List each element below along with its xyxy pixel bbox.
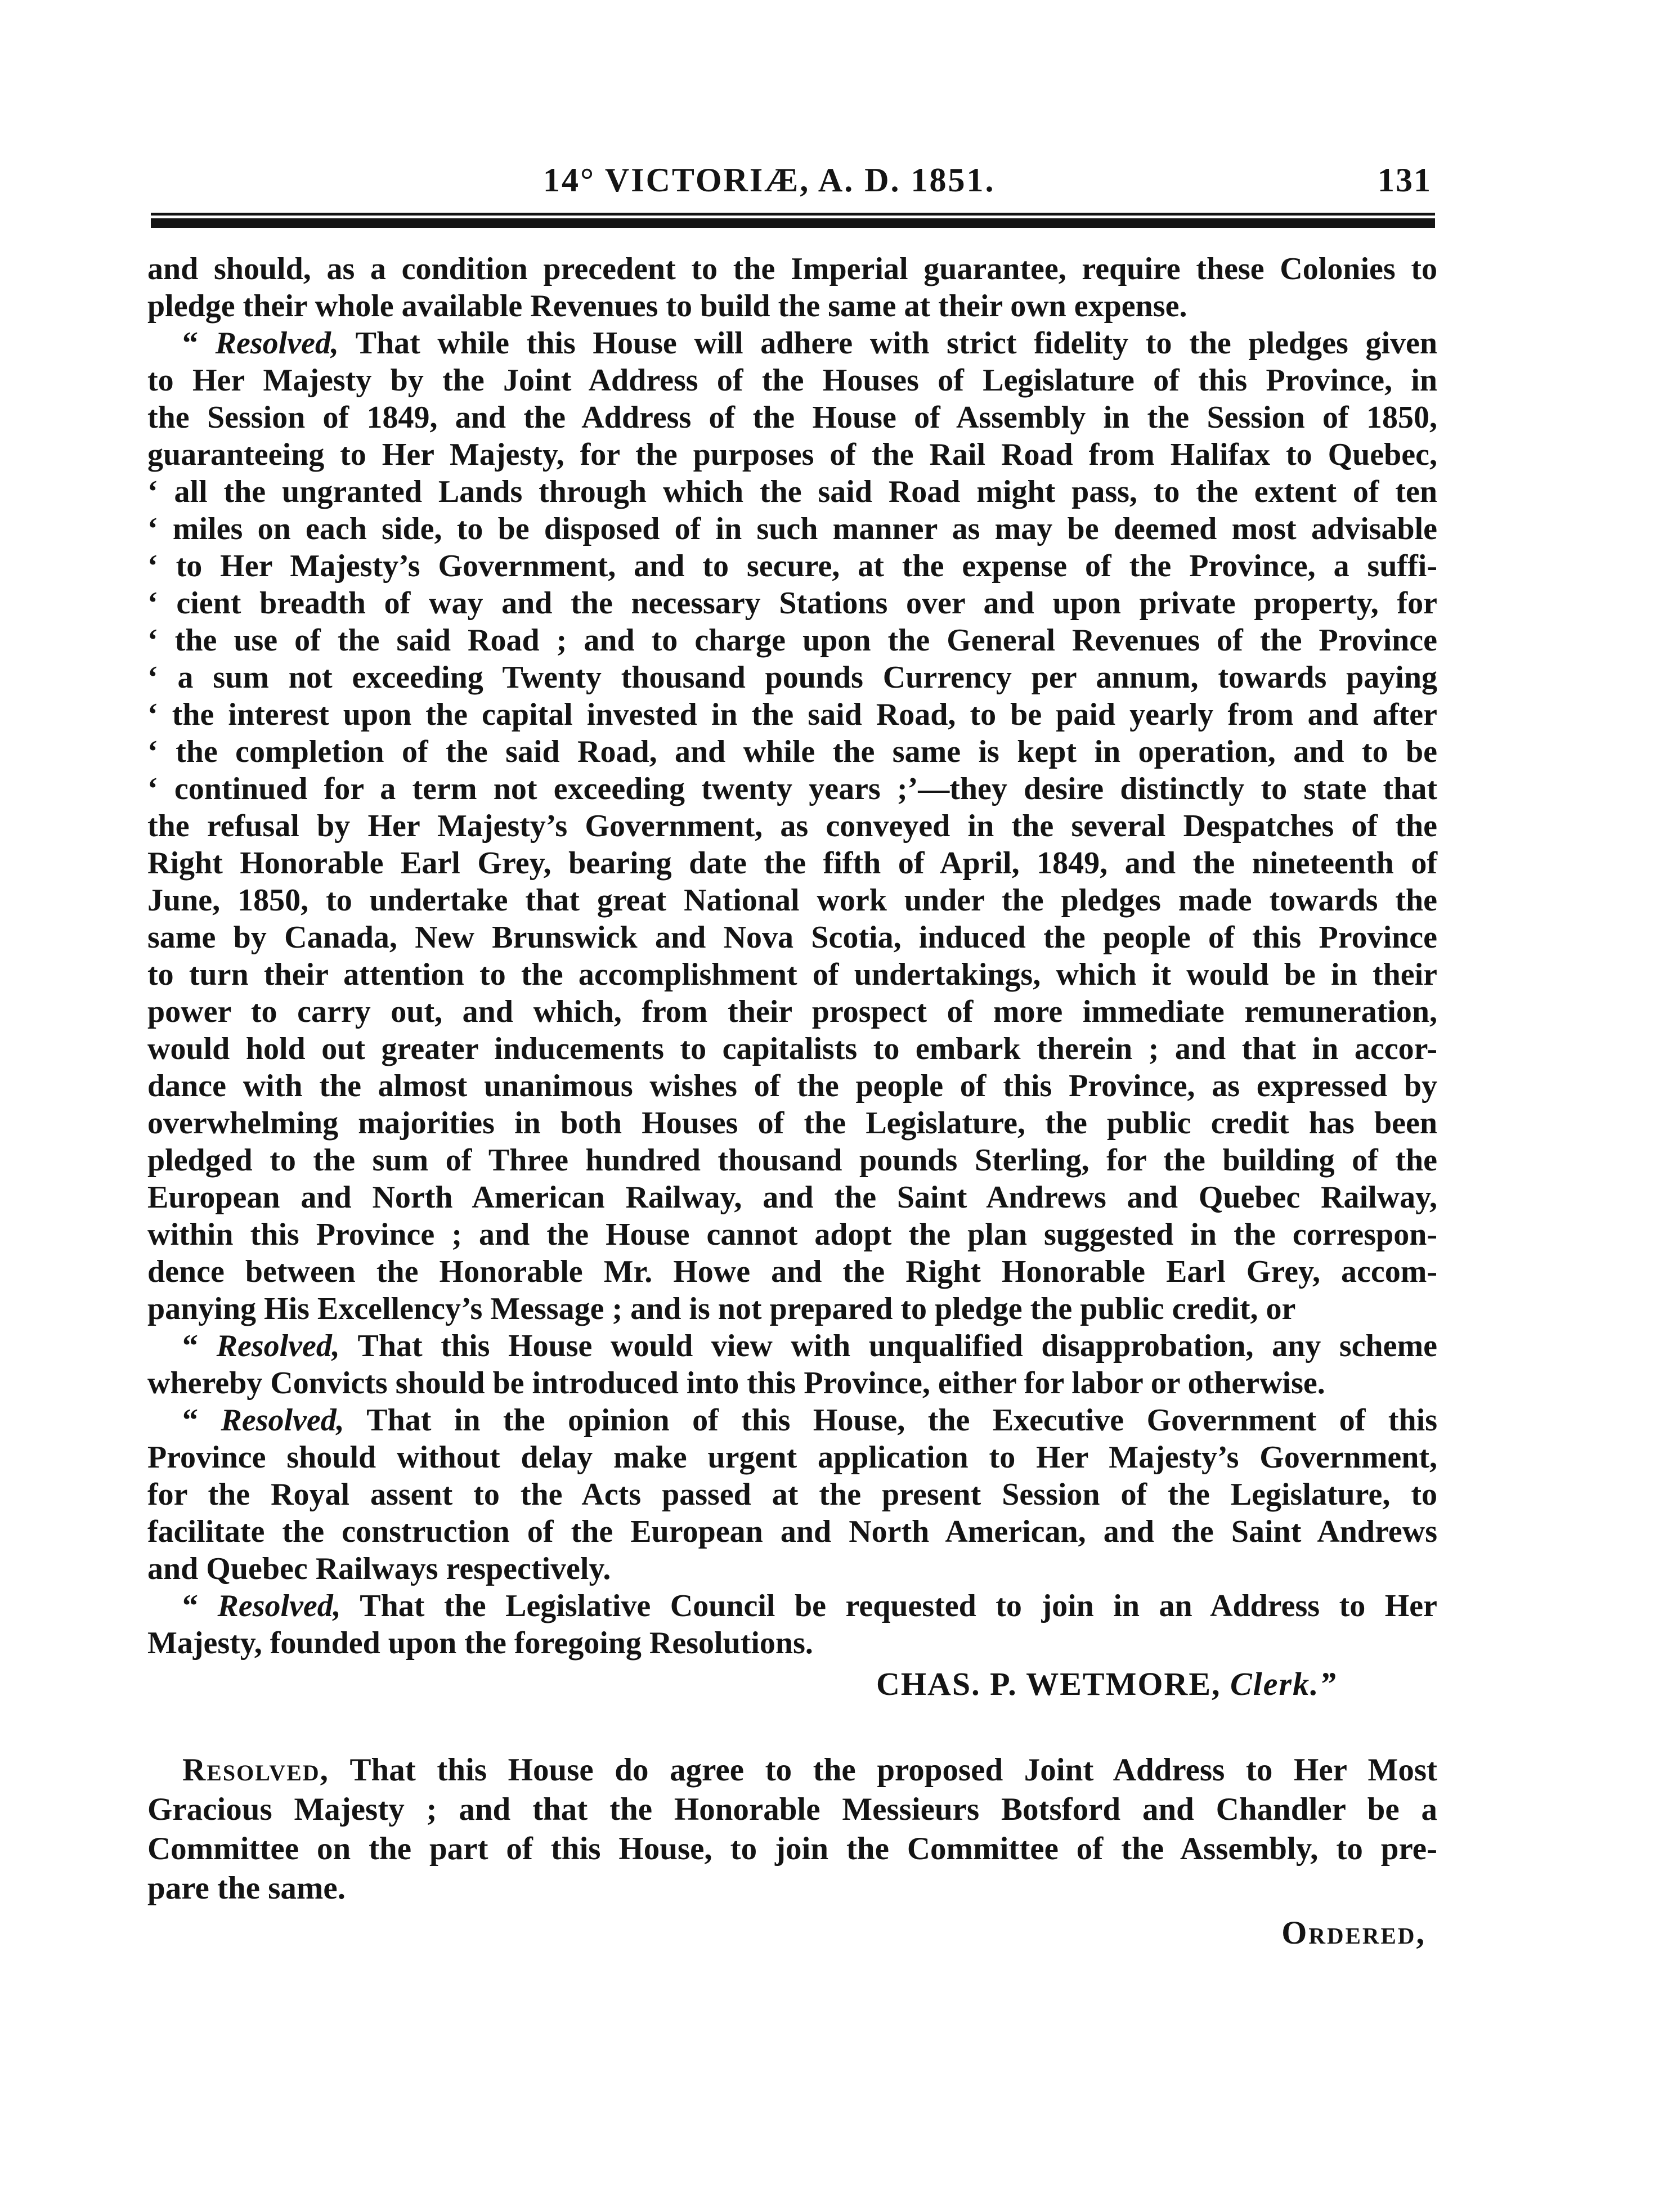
- text-line: ‘ a sum not exceeding Twenty thousand pounds Currency per annum, towards paying: [147, 660, 1437, 695]
- body-text: [147, 250, 1437, 1955]
- text-line: ‘ all the ungranted Lands through which the said Road might pass, to the extent of ten: [147, 474, 1437, 509]
- open-quote: “: [182, 326, 198, 361]
- text-line: the Session of 1849, and the Address of the House of Assembly in the Session of 1850,: [147, 400, 1437, 435]
- text-fragment: That while this House will adhere with strict fidelity to the pledges given: [338, 326, 1438, 361]
- text-line: within this Province ; and the House cannot adopt the plan suggested in the correspon-: [147, 1217, 1437, 1252]
- text-line: [147, 1587, 1437, 1625]
- resolution-paragraph: [147, 325, 1437, 1327]
- text-line: pledged to the sum of Three hundred thousand pounds Sterling, for the building of the: [147, 1143, 1437, 1178]
- text-line: would hold out greater inducements to capitalists to embark therein ; and that in accor-: [147, 1031, 1437, 1066]
- text-line: [147, 325, 1437, 362]
- text-line: [147, 1751, 1437, 1790]
- signature-name: CHAS. P. WETMORE,: [876, 1666, 1230, 1702]
- resolved-word: Resolved,: [215, 326, 339, 361]
- text-line: overwhelming majorities in both Houses of the Legislature, the public credit has been: [147, 1106, 1437, 1141]
- catchword: Ordered,: [1281, 1914, 1426, 1951]
- header-rule-thin: [151, 213, 1435, 216]
- text-line: panying His Excellency’s Message ; and is not prepared to pledge the public credit, or: [147, 1291, 1296, 1326]
- resolved-paragraph: [147, 1751, 1437, 1908]
- page-number: 131: [1378, 161, 1432, 199]
- text-line: the refusal by Her Majesty’s Government, as conveyed in the several Despatches of the: [147, 809, 1437, 843]
- resolved-word: Resolved,: [221, 1403, 344, 1438]
- resolution-paragraph: [147, 1402, 1437, 1587]
- resolved-lead: Resolved,: [182, 1752, 329, 1788]
- text-line: power to carry out, and which, from their prospect of more immediate remuneration,: [147, 994, 1437, 1029]
- text-line: facilitate the construction of the European and North American, and the Saint Andrews: [147, 1514, 1437, 1549]
- resolution-paragraph: [147, 1327, 1437, 1402]
- open-quote: “: [182, 1589, 198, 1623]
- clerk-signature: [147, 1662, 1437, 1707]
- text-line: [147, 1402, 1437, 1439]
- text-line: whereby Convicts should be introduced into this Province, either for labor or otherwise.: [147, 1366, 1325, 1401]
- resolution-paragraph: [147, 1587, 1437, 1662]
- text-line: same by Canada, New Brunswick and Nova Scotia, induced the people of this Province: [147, 920, 1437, 955]
- text-line: for the Royal assent to the Acts passed at the present Session of the Legislature, to: [147, 1477, 1437, 1512]
- resolved-word: Resolved,: [216, 1329, 340, 1363]
- running-head-title: 14° VICTORIÆ, A. D. 1851.: [543, 161, 996, 199]
- text-line: ‘ miles on each side, to be disposed of in such manner as may be deemed most advisable: [147, 512, 1437, 546]
- text-line: June, 1850, to undertake that great National work under the pledges made towards the: [147, 883, 1437, 918]
- text-line: ‘ to Her Majesty’s Government, and to secure, at the expense of the Province, a suffi-: [147, 549, 1437, 584]
- paragraph-continuation: [147, 250, 1437, 325]
- resolved-word: Resolved,: [217, 1589, 341, 1623]
- text-fragment: That this House would view with unqualified disapprobation, any scheme: [339, 1329, 1438, 1363]
- header-rule-thick: [151, 218, 1435, 228]
- text-line: ‘ cient breadth of way and the necessary Stations over and upon private property, for: [147, 586, 1437, 621]
- text-line: Majesty, founded upon the foregoing Resolutions.: [147, 1626, 813, 1661]
- text-line: Gracious Majesty ; and that the Honorable Messieurs Botsford and Chandler be a: [147, 1792, 1437, 1827]
- text-line: Province should without delay make urgent application to Her Majesty’s Government,: [147, 1440, 1437, 1475]
- text-line: [147, 1327, 1437, 1365]
- text-fragment: That in the opinion of this House, the Executive Government of this: [344, 1403, 1438, 1438]
- text-line: ‘ the completion of the said Road, and while the same is kept in operation, and to be: [147, 734, 1437, 769]
- text-line: European and North American Railway, and the Saint Andrews and Quebec Railway,: [147, 1180, 1437, 1215]
- text-line: guaranteeing to Her Majesty, for the purposes of the Rail Road from Halifax to Quebec,: [147, 437, 1437, 472]
- open-quote: “: [182, 1329, 198, 1363]
- text-line: ‘ continued for a term not exceeding twenty years ;’—they desire distinctly to state that: [147, 771, 1437, 806]
- text-line: ‘ the use of the said Road ; and to charge upon the General Revenues of the Province: [147, 623, 1437, 658]
- text-line: Right Honorable Earl Grey, bearing date the fifth of April, 1849, and the nineteenth of: [147, 846, 1437, 881]
- text-line: pledge their whole available Revenues to build the same at their own expense.: [147, 289, 1187, 324]
- text-line: ‘ the interest upon the capital invested in the said Road, to be paid yearly from and after: [147, 697, 1437, 732]
- text-fragment: That the Legislative Council be requested to join in an Address to Her: [340, 1589, 1438, 1623]
- open-quote: “: [182, 1403, 198, 1438]
- text-line: dence between the Honorable Mr. Howe and the Right Honorable Earl Grey, accom-: [147, 1254, 1437, 1289]
- text-line: dance with the almost unanimous wishes of the people of this Province, as expressed by: [147, 1069, 1437, 1103]
- text-line: to Her Majesty by the Joint Address of the Houses of Legislature of this Province, in: [147, 363, 1437, 398]
- text-line: to turn their attention to the accomplishment of undertakings, which it would be in their: [147, 957, 1437, 992]
- text-line: and should, as a condition precedent to the Imperial guarantee, require these Colonies to: [147, 252, 1437, 286]
- text-line: and Quebec Railways respectively.: [147, 1551, 611, 1586]
- text-line: Committee on the part of this House, to join the Committee of the Assembly, to pre-: [147, 1831, 1437, 1866]
- text-fragment: That this House do agree to the proposed Joint Address to Her Most: [329, 1752, 1437, 1788]
- signature-title: Clerk.”: [1230, 1666, 1337, 1702]
- text-line: pare the same.: [147, 1870, 346, 1906]
- paragraph-gap: [147, 1707, 1437, 1751]
